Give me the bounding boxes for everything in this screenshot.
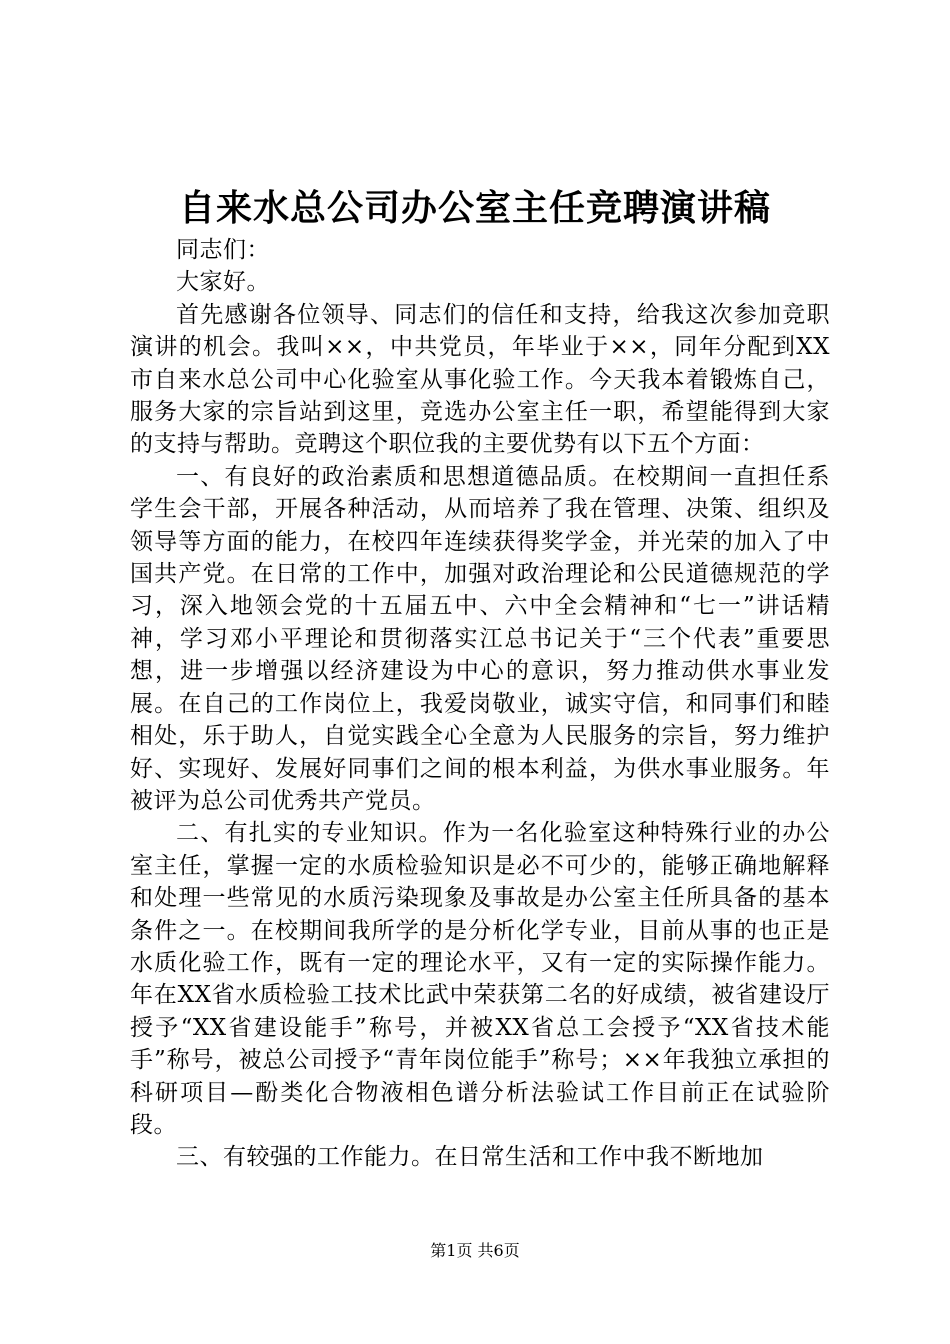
salutation: 同志们： xyxy=(176,237,270,263)
document-body xyxy=(130,234,830,1174)
document-title: 自来水总公司办公室主任竞聘演讲稿 xyxy=(178,187,771,229)
page-number-footer: 第1页 共6页 xyxy=(430,1241,520,1260)
paragraph-point-1: 一、有良好的政治素质和思想道德品质。在校期间一直担任系学生会干部，开展各种活动，从而培养了我在管理、决策、组织及领导等方面的能力，在校四年连续获得奖学金，并光荣的加入了中国共产党。在日常的工作中，加强对政治理论和公民道德规范的学习，深入地领会党的十五届五中、六中全会精神和“七一”讲话精神，学习邓小平理论和贯彻落实江总书记关于“三个代表”重要思想，进一步增强以经济建设为中心的意识，努力推动供水事业发展。在自己的工作岗位上，我爱岗敬业，诚实守信，和同事们和睦相处，乐于助人，自觉实践全心全意为人民服务的宗旨，努力维护好、实现好、发展好同事们之间的根本利益，为供水事业服务。年被评为总公司优秀共产党员。 xyxy=(130,463,830,814)
paragraph-intro: 首先感谢各位领导、同志们的信任和支持，给我这次参加竞职演讲的机会。我叫××，中共党员，年毕业于××，同年分配到XX市自来水总公司中心化验室从事化验工作。今天我本着锻炼自己，服务大家的宗旨站到这里，竞选办公室主任一职，希望能得到大家的支持与帮助。竞聘这个职位我的主要优势有以下五个方面： xyxy=(130,301,830,458)
greeting: 大家好。 xyxy=(176,269,270,296)
paragraph-point-2: 二、有扎实的专业知识。作为一名化验室这种特殊行业的办公室主任，掌握一定的水质检验知识是必不可少的，能够正确地解释和处理一些常见的水质污染现象及事故是办公室主任所具备的基本条件之一。在校期间我所学的是分析化学专业，目前从事的也正是水质化验工作，既有一定的理论水平，又有一定的实际操作能力。年在XX省水质检验工技术比武中荣获第二名的好成绩，被省建设厅授予“XX省建设能手”称号，并被XX省总工会授予“XX省技术能手”称号，被总公司授予“青年岗位能手”称号；××年我独立承担的科研项目—酚类化合物液相色谱分析法验试工作目前正在试验阶段。 xyxy=(130,820,830,1138)
paragraph-point-3: 三、有较强的工作能力。在日常生活和工作中我不断地加 xyxy=(176,1144,764,1171)
